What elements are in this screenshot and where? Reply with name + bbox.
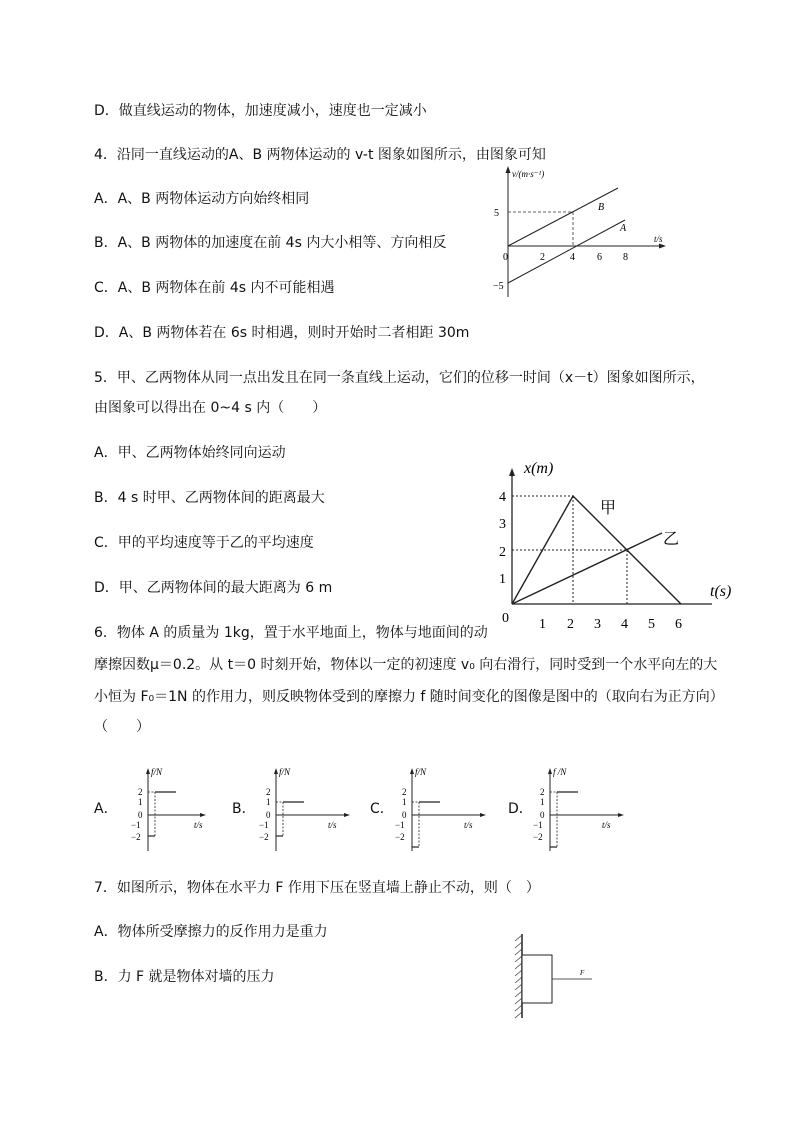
q6-stem-line1: 6．物体 A 的质量为 1kg，置于水平地面上，物体与地面间的动 (94, 625, 488, 641)
q7-option-a: A．物体所受摩擦力的反作用力是重力 (94, 924, 328, 940)
q6-choice-d-graph (526, 765, 626, 853)
q4-stem: 4．沿同一直线运动的A、B 两物体运动的 v-t 图象如图所示，由图象可知 (94, 147, 546, 163)
q4-label-a: A (620, 223, 627, 234)
q4-xtick-4: 4 (570, 252, 575, 263)
q6-b-tick-0: 0 (266, 810, 271, 820)
q6-b-f-label: f/N (279, 767, 291, 777)
q6-d-tick-1: 1 (540, 797, 545, 807)
q6-c-tick-neg2: −2 (395, 832, 405, 842)
q5-line-yi (512, 533, 662, 604)
q7-block (522, 955, 552, 1003)
q6-d-f-label: f /N (553, 767, 567, 777)
q4-ytick-neg5: −5 (493, 281, 504, 292)
q6-a-tick-neg1: −1 (131, 820, 141, 830)
q6-c-tick-2: 2 (402, 787, 407, 797)
q6-stem-line3: 小恒为 F₀＝1N 的作用力，则反映物体受到的摩擦力 f 随时间变化的图像是图中的（取向右为正方向） (94, 689, 724, 705)
q5-ytick-1: 1 (499, 572, 506, 587)
q6-c-t-label: t/s (464, 820, 473, 830)
q6-choice-a-graph (124, 765, 208, 853)
q6-a-tick-0: 0 (138, 810, 143, 820)
q5-xtick-4: 4 (621, 617, 628, 632)
q6-c-tick-neg1: −1 (395, 820, 405, 830)
q4-line-b (508, 188, 618, 246)
q6-choice-a-letter: A． (94, 801, 118, 817)
q5-ytick-2: 2 (499, 545, 506, 560)
q4-xtick-6: 6 (597, 252, 602, 263)
q6-a-f-label: f/N (151, 767, 163, 777)
q4-x-label: t/s (654, 234, 663, 244)
q6-b-t-label: t/s (328, 820, 337, 830)
q6-b-tick-neg2: −2 (259, 832, 269, 842)
q4-origin-label: 0 (503, 252, 508, 263)
q6-choice-b-graph (252, 765, 352, 853)
q6-choice-b-letter: B． (232, 801, 256, 817)
q6-d-tick-0: 0 (540, 810, 545, 820)
q4-xtick-8: 8 (623, 252, 628, 263)
q7-stem: 7．如图所示，物体在水平力 F 作用下压在竖直墙上静止不动，则（ ） (94, 880, 540, 896)
q6-a-tick-2: 2 (138, 787, 143, 797)
q5-option-b: B．4 s 时甲、乙两物体间的距离最大 (94, 490, 325, 506)
q4-option-a: A．A、B 两物体运动方向始终相同 (94, 191, 310, 207)
q5-xtick-2: 2 (567, 617, 574, 632)
q6-choice-d-letter: D． (508, 801, 533, 817)
q5-stem-line2: 由图象可以得出在 0~4 s 内（ ） (94, 400, 327, 416)
q7-force-label: F (580, 969, 585, 977)
q6-c-tick-0: 0 (402, 810, 407, 820)
q6-a-tick-neg2: −2 (131, 832, 141, 842)
q4-option-b: B．A、B 两物体的加速度在前 4s 内大小相等、方向相反 (94, 235, 447, 251)
q3-option-d: D．做直线运动的物体，加速度减小，速度也一定减小 (94, 103, 427, 119)
q5-xt-graph (494, 452, 744, 637)
q4-ytick-5: 5 (494, 208, 499, 219)
q6-c-f-label: f/N (415, 767, 427, 777)
q6-choice-c-letter: C． (370, 801, 394, 817)
q6-b-tick-neg1: −1 (259, 820, 269, 830)
q6-d-t-label: t/s (602, 820, 611, 830)
q4-y-label: v/(m·s⁻¹) (512, 169, 545, 179)
q4-xtick-2: 2 (540, 252, 545, 263)
q5-x-label: t(s) (710, 583, 732, 600)
q6-d-tick-neg2: −2 (533, 832, 543, 842)
q5-option-c: C．甲的平均速度等于乙的平均速度 (94, 535, 314, 551)
q6-d-tick-neg1: −1 (533, 820, 543, 830)
q4-label-b: B (598, 202, 605, 213)
q6-d-tick-2: 2 (540, 787, 545, 797)
q5-ytick-3: 3 (499, 517, 506, 532)
q5-xtick-6: 6 (675, 617, 682, 632)
q5-option-a: A．甲、乙两物体始终同向运动 (94, 445, 286, 461)
q5-xtick-5: 5 (648, 617, 655, 632)
q5-label-jia: 甲 (600, 500, 617, 517)
q4-option-d: D．A、B 两物体若在 6s 时相遇，则时开始时二者相距 30m (94, 325, 470, 341)
q7-wall-diagram (512, 932, 612, 1022)
q4-option-c: C．A、B 两物体在前 4s 内不可能相遇 (94, 280, 335, 296)
q6-choice-c-graph (388, 765, 488, 853)
q5-label-yi: 乙 (663, 531, 680, 548)
q5-stem-line1: 5．甲、乙两物体从同一点出发且在同一条直线上运动，它们的位移一时间（x－t）图象如图所示， (94, 370, 705, 386)
q6-c-tick-1: 1 (402, 797, 407, 807)
q5-y-label: x(m) (524, 460, 554, 477)
q5-xtick-3: 3 (594, 617, 601, 632)
q6-stem-line4: （ ） (94, 719, 150, 735)
q6-a-t-label: t/s (194, 820, 203, 830)
q6-b-tick-1: 1 (266, 797, 271, 807)
q5-xtick-1: 1 (539, 617, 546, 632)
q6-stem-line2: 摩擦因数μ＝0.2。从 t＝0 时刻开始，物体以一定的初速度 v₀ 向右滑行，同时受到一个水平向左的大 (94, 657, 718, 673)
q5-option-d: D．甲、乙两物体间的最大距离为 6 m (94, 580, 333, 596)
q5-origin-label: 0 (502, 611, 509, 626)
q5-ytick-4: 4 (499, 490, 506, 505)
q7-option-b: B．力 F 就是物体对墙的压力 (94, 969, 275, 985)
q6-a-tick-1: 1 (138, 797, 143, 807)
q4-line-a (508, 220, 625, 283)
q4-vt-graph (490, 162, 670, 302)
q6-b-tick-2: 2 (266, 787, 271, 797)
